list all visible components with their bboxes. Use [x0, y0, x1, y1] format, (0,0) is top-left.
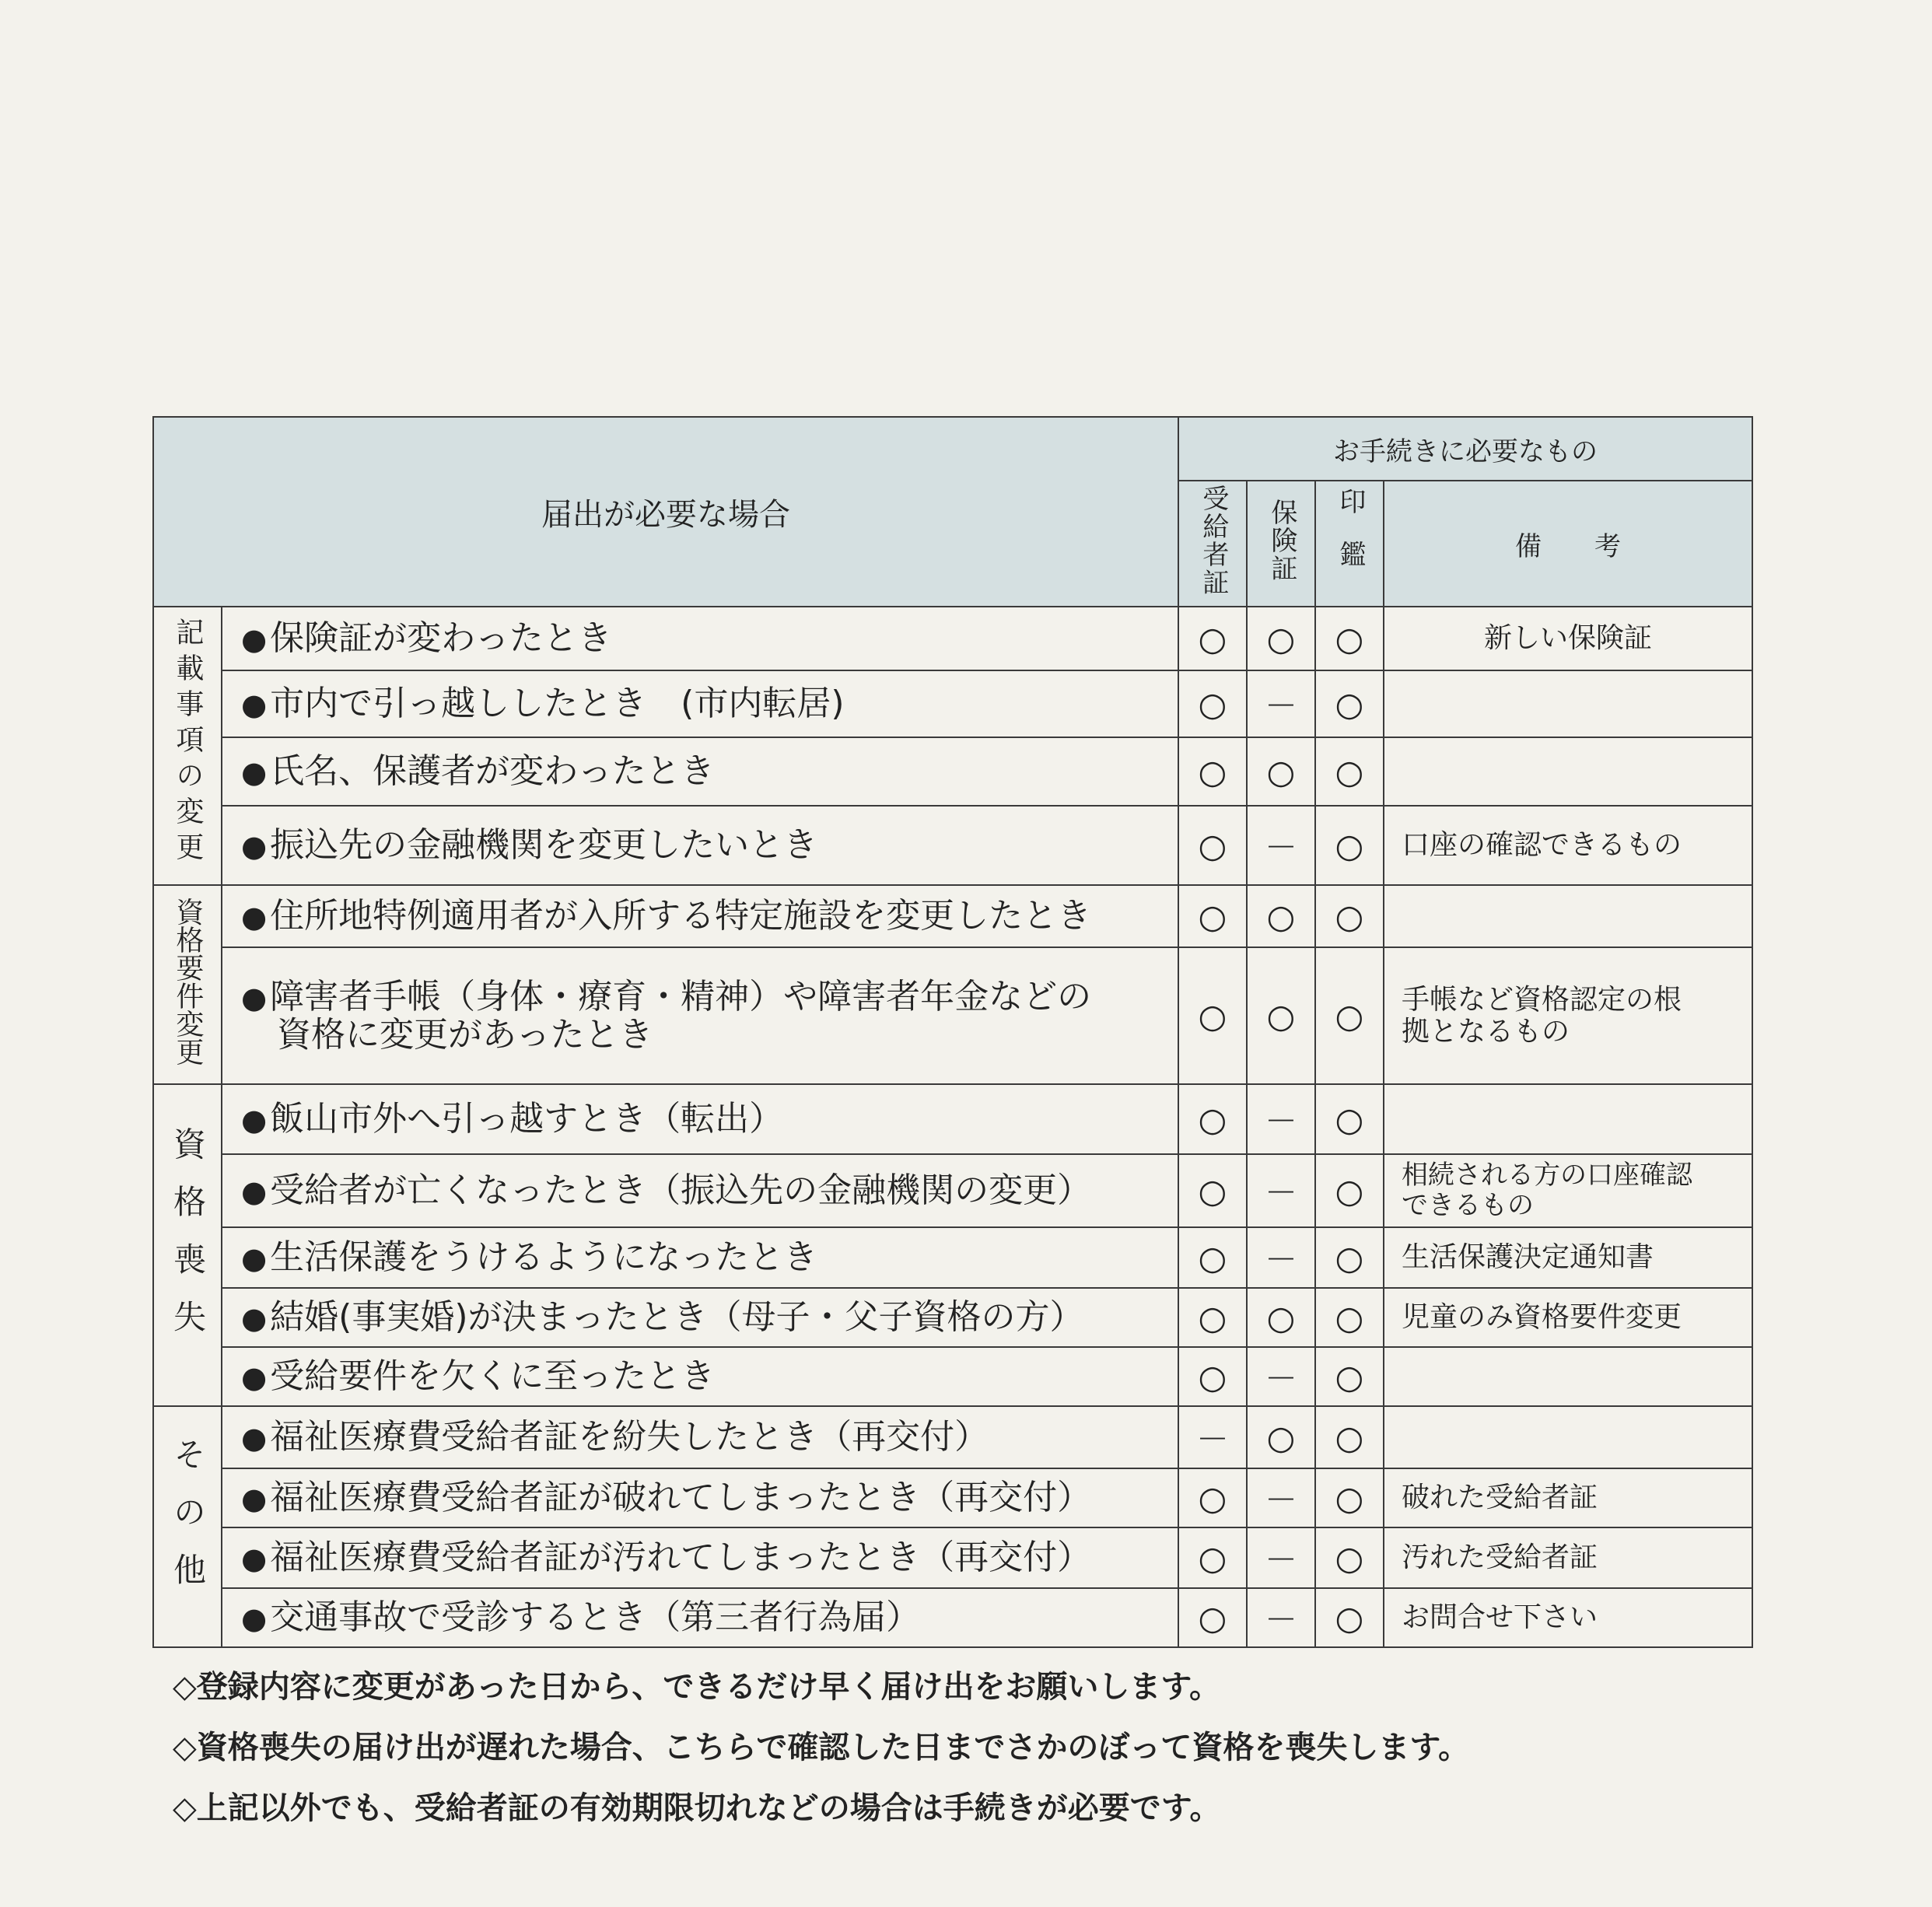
- row-item: ●住所地特例適用者が入所する特定施設を変更したとき: [222, 885, 1178, 947]
- mark-jukyusha: ○: [1178, 1288, 1247, 1347]
- table-row: [153, 1084, 1752, 1154]
- table-row: [153, 1154, 1752, 1227]
- table-row: [153, 885, 1752, 947]
- mark-hokensho: －: [1247, 806, 1315, 885]
- mark-hokensho: ○: [1247, 885, 1315, 947]
- row-item: ●福祉医療費受給者証が汚れてしまったとき（再交付）: [222, 1527, 1178, 1588]
- mark-hokensho: －: [1247, 670, 1315, 737]
- mark-inkan: ○: [1315, 1588, 1384, 1647]
- mark-inkan: ○: [1315, 885, 1384, 947]
- row-item: ●受給者が亡くなったとき（振込先の金融機関の変更）: [222, 1154, 1178, 1227]
- row-note: 新しい保険証: [1384, 607, 1752, 670]
- mark-inkan: ○: [1315, 947, 1384, 1084]
- row-item: ●結婚(事実婚)が決まったとき（母子・父子資格の方）: [222, 1288, 1178, 1347]
- mark-hokensho: －: [1247, 1347, 1315, 1406]
- row-item: ●福祉医療費受給者証を紛失したとき（再交付）: [222, 1406, 1178, 1468]
- mark-hokensho: －: [1247, 1527, 1315, 1588]
- mark-hokensho: ○: [1247, 1406, 1315, 1468]
- mark-hokensho: ○: [1247, 947, 1315, 1084]
- table-row: [153, 1406, 1752, 1468]
- row-item: ●氏名、保護者が変わったとき: [222, 737, 1178, 806]
- mark-hokensho: ○: [1247, 1288, 1315, 1347]
- mark-hokensho: －: [1247, 1468, 1315, 1527]
- row-item: ●振込先の金融機関を変更したいとき: [222, 806, 1178, 885]
- row-item: ●生活保護をうけるようになったとき: [222, 1227, 1178, 1288]
- category-sonota: その他: [153, 1406, 222, 1647]
- procedure-table: [152, 416, 1753, 1648]
- header-required-group: お手続きに必要なもの: [1178, 417, 1752, 481]
- row-note: 破れた受給者証: [1384, 1468, 1752, 1527]
- header-jukyusha: 受給者証: [1178, 481, 1247, 607]
- mark-hokensho: ○: [1247, 607, 1315, 670]
- mark-jukyusha: ○: [1178, 806, 1247, 885]
- mark-hokensho: －: [1247, 1588, 1315, 1647]
- header-title: 届出が必要な場合: [153, 417, 1178, 607]
- mark-inkan: ○: [1315, 737, 1384, 806]
- mark-inkan: ○: [1315, 1347, 1384, 1406]
- table-row: [153, 607, 1752, 670]
- mark-hokensho: ○: [1247, 737, 1315, 806]
- mark-inkan: ○: [1315, 1406, 1384, 1468]
- mark-inkan: ○: [1315, 1227, 1384, 1288]
- mark-inkan: ○: [1315, 1084, 1384, 1154]
- table-row: [153, 806, 1752, 885]
- table-row: [153, 1588, 1752, 1647]
- mark-jukyusha: ○: [1178, 947, 1247, 1084]
- table-row: [153, 737, 1752, 806]
- table-row: [153, 670, 1752, 737]
- mark-jukyusha: ○: [1178, 1588, 1247, 1647]
- header-inkan: 印鑑: [1315, 481, 1384, 607]
- row-note: 口座の確認できるもの: [1384, 806, 1752, 885]
- mark-jukyusha: ○: [1178, 1084, 1247, 1154]
- category-soshitsu: 資格喪失: [153, 1084, 222, 1406]
- footnotes: [173, 1657, 1469, 1839]
- mark-jukyusha: ○: [1178, 670, 1247, 737]
- mark-inkan: ○: [1315, 670, 1384, 737]
- mark-inkan: ○: [1315, 806, 1384, 885]
- mark-jukyusha: ○: [1178, 607, 1247, 670]
- row-note: [1384, 885, 1752, 947]
- row-item: ●保険証が変わったとき: [222, 607, 1178, 670]
- mark-inkan: ○: [1315, 1154, 1384, 1227]
- mark-hokensho: －: [1247, 1084, 1315, 1154]
- table-row: [153, 1347, 1752, 1406]
- row-note: 相続される方の口座確認 できるもの: [1384, 1154, 1752, 1227]
- table-row: [153, 1227, 1752, 1288]
- mark-jukyusha: －: [1178, 1406, 1247, 1468]
- row-note: [1384, 1406, 1752, 1468]
- mark-inkan: ○: [1315, 1527, 1384, 1588]
- mark-jukyusha: ○: [1178, 737, 1247, 806]
- mark-jukyusha: ○: [1178, 885, 1247, 947]
- row-note: お問合せ下さい: [1384, 1588, 1752, 1647]
- row-item: ●障害者手帳（身体・療育・精神）や障害者年金などの 資格に変更があったとき: [222, 947, 1178, 1084]
- table-row: [153, 1468, 1752, 1527]
- row-note: 児童のみ資格要件変更: [1384, 1288, 1752, 1347]
- row-item: ●飯山市外へ引っ越すとき（転出）: [222, 1084, 1178, 1154]
- row-item: ●交通事故で受診するとき（第三者行為届）: [222, 1588, 1178, 1647]
- mark-inkan: ○: [1315, 1288, 1384, 1347]
- row-note: [1384, 1084, 1752, 1154]
- row-note: [1384, 670, 1752, 737]
- mark-jukyusha: ○: [1178, 1527, 1247, 1588]
- row-note: [1384, 737, 1752, 806]
- mark-jukyusha: ○: [1178, 1154, 1247, 1227]
- row-note: 手帳など資格認定の根 拠となるもの: [1384, 947, 1752, 1084]
- row-item: ●受給要件を欠くに至ったとき: [222, 1347, 1178, 1406]
- footnote: ◇登録内容に変更があった日から、できるだけ早く届け出をお願いします。: [173, 1669, 1221, 1705]
- header-hokensho: 保険証: [1247, 481, 1315, 607]
- mark-jukyusha: ○: [1178, 1468, 1247, 1527]
- mark-jukyusha: ○: [1178, 1227, 1247, 1288]
- category-kisai: 記載事項の変更: [153, 607, 222, 885]
- header-biko: 備 考: [1384, 481, 1752, 607]
- table-row: [153, 1527, 1752, 1588]
- table-row: [153, 1288, 1752, 1347]
- mark-jukyusha: ○: [1178, 1347, 1247, 1406]
- category-shikaku-yoken: 資格要件変更: [153, 885, 222, 1084]
- table-row: [153, 947, 1752, 1084]
- mark-inkan: ○: [1315, 1468, 1384, 1527]
- footnote: ◇資格喪失の届け出が遅れた場合、こちらで確認した日までさかのぼって資格を喪失します。: [173, 1730, 1470, 1765]
- mark-hokensho: －: [1247, 1154, 1315, 1227]
- row-note: [1384, 1347, 1752, 1406]
- footnote: ◇上記以外でも、受給者証の有効期限切れなどの場合は手続きが必要です。: [173, 1790, 1221, 1826]
- row-item: ●市内で引っ越ししたとき (市内転居): [222, 670, 1178, 737]
- mark-inkan: ○: [1315, 607, 1384, 670]
- row-note: 汚れた受給者証: [1384, 1527, 1752, 1588]
- mark-hokensho: －: [1247, 1227, 1315, 1288]
- row-note: 生活保護決定通知書: [1384, 1227, 1752, 1288]
- row-item: ●福祉医療費受給者証が破れてしまったとき（再交付）: [222, 1468, 1178, 1527]
